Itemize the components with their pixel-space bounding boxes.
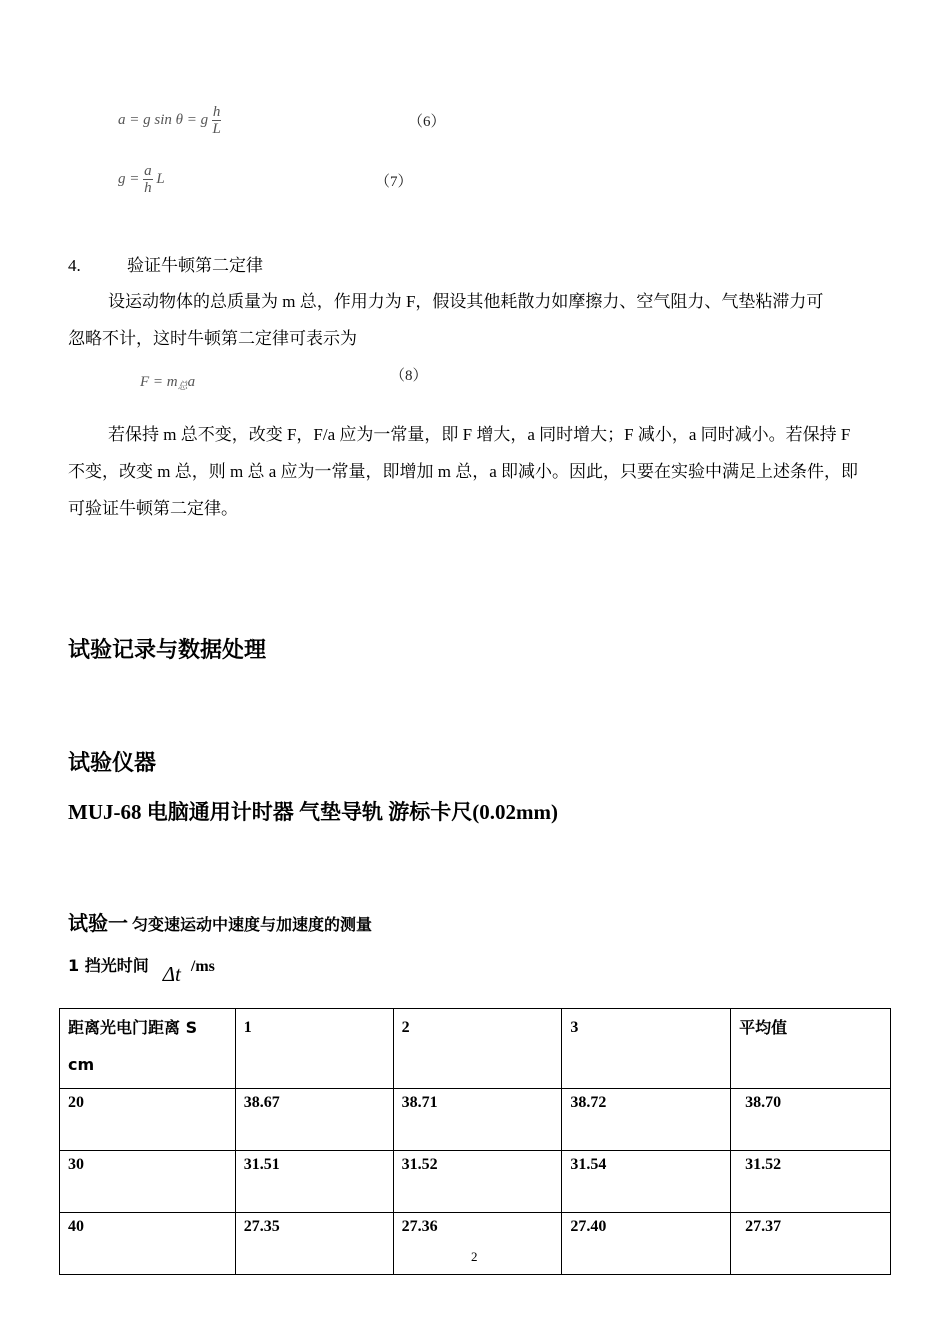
table-cell: 38.70 bbox=[731, 1089, 891, 1151]
equation-6: a = g sin θ = g $\frac{h}{L}$ bbox=[118, 104, 221, 137]
table-header-cell: 1 bbox=[235, 1009, 393, 1089]
table-row bbox=[60, 1151, 891, 1213]
table-cell: 30 bbox=[60, 1151, 236, 1213]
table-header-cell: 平均值 bbox=[731, 1009, 891, 1089]
instruments-heading: 试验仪器 bbox=[68, 751, 157, 776]
para2-line1: 若保持 m 总不变，改变 F，F/a 应为一常量，即 F 增大，a 同时增大；F 减小，a 同时减小。若保持 F bbox=[108, 425, 851, 444]
table-header-cell: 2 bbox=[393, 1009, 562, 1089]
table-row bbox=[60, 1213, 891, 1275]
equation-7-number: （7） bbox=[375, 174, 413, 190]
equation-8-number: （8） bbox=[390, 368, 428, 384]
table-cell: 38.71 bbox=[393, 1089, 562, 1151]
table-caption-unit: /ms bbox=[190, 958, 215, 975]
table-cell: 31.51 bbox=[235, 1151, 393, 1213]
table-cell: 40 bbox=[60, 1213, 236, 1275]
timing-table bbox=[59, 1008, 891, 1275]
para1-line1: 设运动物体的总质量为 m 总，作用力为 F，假设其他耗散力如摩擦力、空气阻力、气垫粘滞力可 bbox=[108, 292, 824, 311]
table-row bbox=[60, 1089, 891, 1151]
table-cell: 20 bbox=[60, 1089, 236, 1151]
table-cell: 27.36 bbox=[393, 1213, 562, 1275]
table-header-cell: 3 bbox=[562, 1009, 731, 1089]
exp1-title-line bbox=[68, 907, 372, 936]
table-header-row bbox=[60, 1009, 891, 1089]
table-cell: 38.72 bbox=[562, 1089, 731, 1151]
table-cell: 31.52 bbox=[731, 1151, 891, 1213]
exp1-subtitle: 匀变速运动中速度与加速度的测量 bbox=[132, 915, 373, 934]
table-caption-prefix: 1 挡光时间 bbox=[68, 956, 149, 975]
table-header-cell: 距离光电门距离 S cm bbox=[60, 1009, 236, 1089]
table-cell: 27.37 bbox=[731, 1213, 891, 1275]
equation-8: $F = m_总a$ bbox=[140, 374, 196, 392]
instrument-list: MUJ-68 电脑通用计时器 气垫导轨 游标卡尺(0.02mm) bbox=[68, 800, 558, 824]
table-cell: 27.40 bbox=[562, 1213, 731, 1275]
equation-6-number: （6） bbox=[408, 114, 446, 130]
exp1-title: 试验一 bbox=[68, 911, 128, 935]
section-4-title: 验证牛顿第二定律 bbox=[127, 256, 263, 275]
section-4-number: 4. bbox=[68, 256, 81, 275]
para2-line2: 不变，改变 m 总，则 m 总 a 应为一常量，即增加 m 总，a 即减小。因此，只要在实验中满足上述条件，即 bbox=[68, 462, 859, 481]
table-cell: 38.67 bbox=[235, 1089, 393, 1151]
para1-line2: 忽略不计，这时牛顿第二定律可表示为 bbox=[68, 329, 357, 348]
delta-t-symbol: Δt bbox=[162, 962, 181, 986]
table-cell: 31.54 bbox=[562, 1151, 731, 1213]
para2-line3: 可验证牛顿第二定律。 bbox=[68, 499, 238, 518]
equation-7: g = $\frac{a}{h}$ L bbox=[118, 163, 165, 196]
table-cell: 27.35 bbox=[235, 1213, 393, 1275]
table-cell: 31.52 bbox=[393, 1151, 562, 1213]
page-number: 2 bbox=[471, 1249, 478, 1264]
table-caption bbox=[68, 952, 215, 986]
record-heading: 试验记录与数据处理 bbox=[68, 638, 267, 663]
